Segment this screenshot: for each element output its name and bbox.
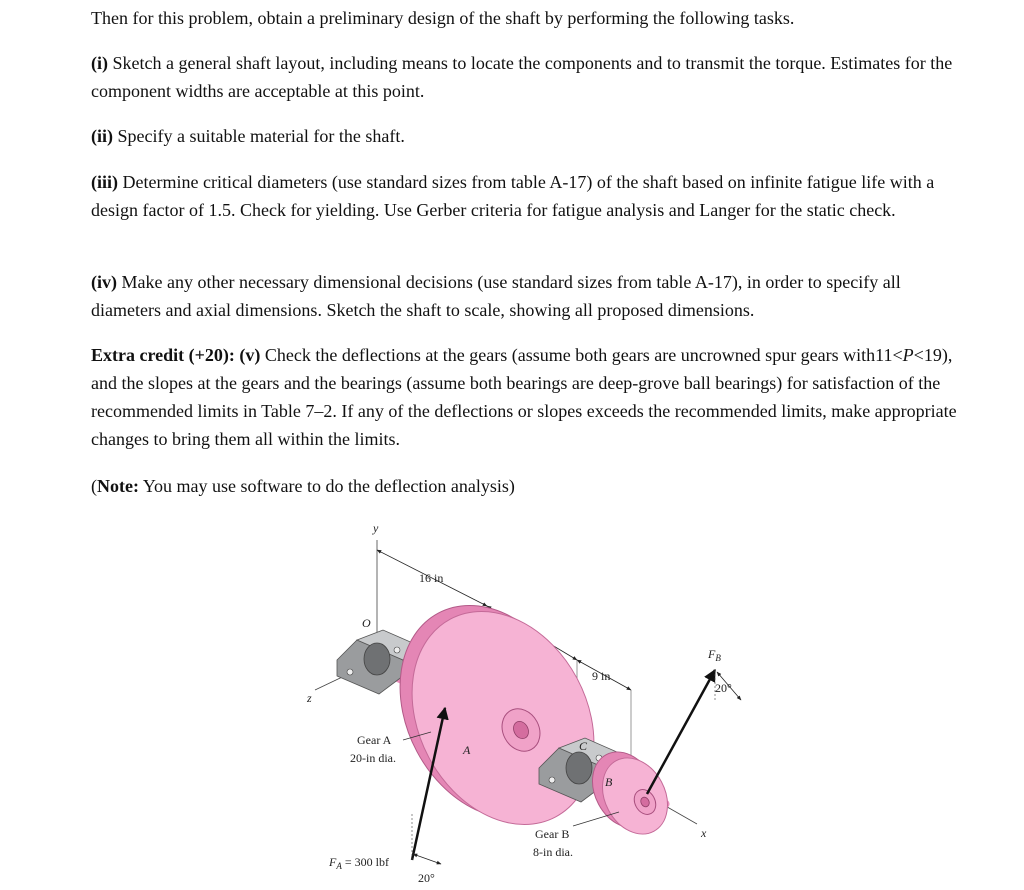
fa-angle-arc <box>413 854 441 864</box>
less-than-1: < <box>892 345 903 365</box>
pitch-high: 19 <box>923 345 942 365</box>
task-4 <box>91 268 971 324</box>
origin-label: O <box>362 616 371 630</box>
note-text: You may use software to do the deflection analysis) <box>138 476 515 496</box>
gear-b-name: Gear B <box>535 827 570 841</box>
task-1-text: Sketch a general shaft layout, including means to locate the components and to transmit the torque. Estimates for the component widths are acceptable at this point. <box>91 53 953 101</box>
note-paren: ( <box>91 476 97 496</box>
point-a-label: A <box>463 743 471 757</box>
force-fb-arrow <box>647 670 715 794</box>
task-1 <box>91 49 971 105</box>
extra-credit-text-a: Check the deflections at the gears (assume both gears are uncrowned spur gears with <box>260 345 876 365</box>
y-axis-label: y <box>373 521 379 535</box>
pitch-range-math <box>875 345 942 365</box>
task-3 <box>91 168 971 224</box>
task-4-number: (iv) <box>91 272 117 292</box>
point-b-label: B <box>605 775 613 789</box>
dim-9-label: 9 in <box>592 669 611 683</box>
extra-credit <box>91 341 971 453</box>
intro-text: Then for this problem, obtain a preliminary design of the shaft by performing the following tasks. <box>91 8 795 28</box>
pitch-low: 11 <box>875 345 893 365</box>
task-3-text: Determine critical diameters (use standard sizes from table A-17) of the shaft based on infinite fatigue life with a design factor of 1.5. Check for yielding. Use Gerber criteria for fatigue analysis and Langer for the static check. <box>91 172 935 220</box>
gear-b-dia: 8-in dia. <box>533 845 573 859</box>
point-c-label: C <box>579 739 588 753</box>
extra-credit-text-b: ), and the slopes at the gears and the bearings (assume both bearings are deep-grove ball bearings) for satisfaction of the recommended limits in Table 7–2. If any of the deflections or slopes exceeds the recommended limits, make appropriate changes to bring them all within the limits. <box>91 345 957 449</box>
task-1-number: (i) <box>91 53 108 73</box>
task-2 <box>91 122 405 150</box>
fa-label: $F_A = 300$ lbf <box>329 855 389 871</box>
task-2-text: Specify a suitable material for the shaft. <box>113 126 405 146</box>
dim-16-label: 16 in <box>419 571 444 585</box>
note-label: Note: <box>97 476 139 496</box>
fa-angle-label: 20° <box>418 871 435 884</box>
task-2-number: (ii) <box>91 126 113 146</box>
gear-a-dia: 20-in dia. <box>350 751 396 765</box>
less-than-2: < <box>913 345 924 365</box>
shaft-figure <box>295 512 775 884</box>
note <box>91 472 515 500</box>
task-3-number: (iii) <box>91 172 118 192</box>
extra-credit-label: Extra credit (+20): (v) <box>91 345 261 365</box>
gear-a <box>364 574 629 857</box>
gear-a-name: Gear A <box>357 733 392 747</box>
z-axis-label: z <box>307 691 312 705</box>
fb-angle-label: 20° <box>715 681 732 695</box>
task-4-text: Make any other necessary dimensional decisions (use standard sizes from table A-17), in order to specify all diameters and axial dimensions. Sketch the shaft to scale, showing all proposed dimensions. <box>91 272 901 320</box>
fb-label: $F_B$ <box>708 647 721 663</box>
pitch-symbol: P <box>902 345 914 365</box>
x-axis-label: x <box>701 826 707 840</box>
